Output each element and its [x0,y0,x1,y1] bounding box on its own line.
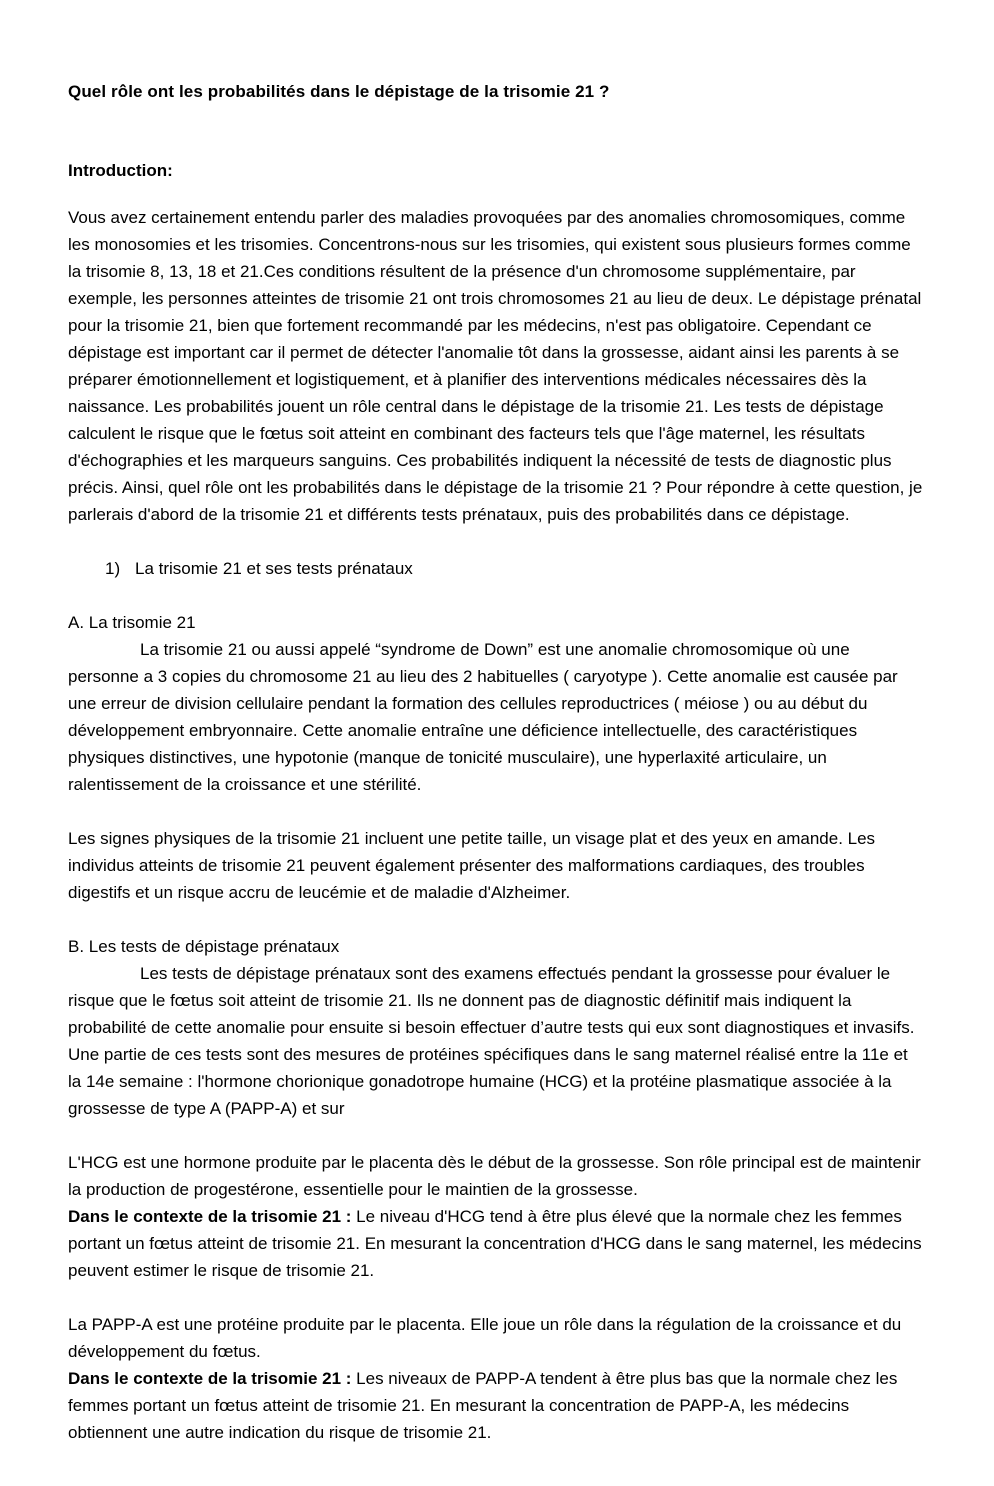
section-a-heading: A. La trisomie 21 [68,613,196,632]
pappa-context-paragraph [68,1365,925,1446]
pappa-paragraph: La PAPP-A est une protéine produite par le placenta. Elle joue un rôle dans la régulation de la croissance et du développement du fœtus. [68,1315,906,1361]
spacer [68,528,925,555]
spacer [68,906,925,933]
spacer [68,582,925,609]
hcg-paragraph: L'HCG est une hormone produite par le placenta dès le début de la grossesse. Son rôle principal est de maintenir la production de progestérone, essentielle pour le maintien de la grossesse. [68,1153,926,1199]
section-b-paragraph-2: Une partie de ces tests sont des mesures de protéines spécifiques dans le sang maternel réalisé entre la 11e et la 14e semaine : l'hormone chorionique gonadotrope humaine (HCG) et la protéine plasmatique associée à la grossesse de type A (PAPP-A) et sur [68,1045,913,1118]
list-item [68,555,925,582]
spacer [68,1284,925,1311]
section-b-paragraph: Les tests de dépistage prénataux sont des examens effectués pendant la grossesse pour évaluer le risque que le fœtus soit atteint de trisomie 21. Ils ne donnent pas de diagnostic définitif mais indiquent la probabilité de cette anomalie pour ensuite si besoin effectuer d’autre tests qui eux sont diagnostiques et invasifs. [68,964,915,1037]
list-item-label: La trisomie 21 et ses tests prénataux [135,559,413,578]
hcg-context-lead-in: Dans le contexte de la trisomie 21 : [68,1207,352,1226]
hcg-context-body: Le niveau d'HCG tend à être plus élevé que la normale chez les femmes portant un fœtus atteint de trisomie 21. En mesurant la concentration d'HCG dans le sang maternel, les médecins peuvent estimer le risque de trisomie 21. [68,1207,927,1280]
list-item-marker: 1) [105,559,121,578]
pappa-context-lead-in: Dans le contexte de la trisomie 21 : [68,1369,352,1388]
introduction-paragraph: Vous avez certainement entendu parler des maladies provoquées par des anomalies chromosomiques, comme les monosomies et les trisomies. Concentrons-nous sur les trisomies, qui existent sous plusieurs formes comme la trisomie 8, 13, 18 et 21.Ces conditions résultent de la présence d'un chromosome supplémentaire, par exemple, les personnes atteintes de trisomie 21 ont trois chromosomes 21 au lieu de deux. Le dépistage prénatal pour la trisomie 21, bien que fortement recommandé par les médecins, n'est pas obligatoire. Cependant ce dépistage est important car il permet de détecter l'anomalie tôt dans la grossesse, aidant ainsi les parents à se préparer émotionnellement et logistiquement, et à planifier des interventions médicales nécessaires dès la naissance. Les probabilités jouent un rôle central dans le dépistage de la trisomie 21. Les tests de dépistage calculent le risque que le fœtus soit atteint en combinant des facteurs tels que l'âge maternel, les résultats d'échographies et les marqueurs sanguins. Ces probabilités indiquent la nécessité de tests de diagnostic plus précis. Ainsi, quel rôle ont les probabilités dans le dépistage de la trisomie 21 ? Pour répondre à cette question, je parlerais d'abord de la trisomie 21 et différents tests prénataux, puis des probabilités dans ce dépistage. [68,208,928,524]
spacer [68,1122,925,1149]
section-b-heading: B. Les tests de dépistage prénataux [68,937,340,956]
page-title: Quel rôle ont les probabilités dans le dépistage de la trisomie 21 ? [68,82,610,101]
spacer [68,798,925,825]
section-a-paragraph-2: Les signes physiques de la trisomie 21 incluent une petite taille, un visage plat et des yeux en amande. Les individus atteints de trisomie 21 peuvent également présenter des malformations cardiaques, des troubles digestifs et un risque accru de leucémie et de maladie d'Alzheimer. [68,829,880,902]
hcg-context-paragraph [68,1203,925,1284]
section-a-paragraph: La trisomie 21 ou aussi appelé “syndrome de Down” est une anomalie chromosomique où une personne a 3 copies du chromosome 21 au lieu des 2 habituelles ( caryotype ). Cette anomalie est causée par une erreur de division cellulaire pendant la formation des cellules reproductrices ( méiose ) ou au début du développement embryonnaire. Cette anomalie entraîne une déficience intellectuelle, des caractéristiques physiques distinctives, une hypotonie (manque de tonicité musculaire), une hyperlaxité articulaire, un ralentissement de la croissance et une stérilité. [68,640,903,794]
pappa-context-body: Les niveaux de PAPP-A tendent à être plus bas que la normale chez les femmes portant un fœtus atteint de trisomie 21. En mesurant la concentration de PAPP-A, les médecins obtiennent une autre indication du risque de trisomie 21. [68,1369,903,1442]
introduction-heading: Introduction: [68,161,173,180]
